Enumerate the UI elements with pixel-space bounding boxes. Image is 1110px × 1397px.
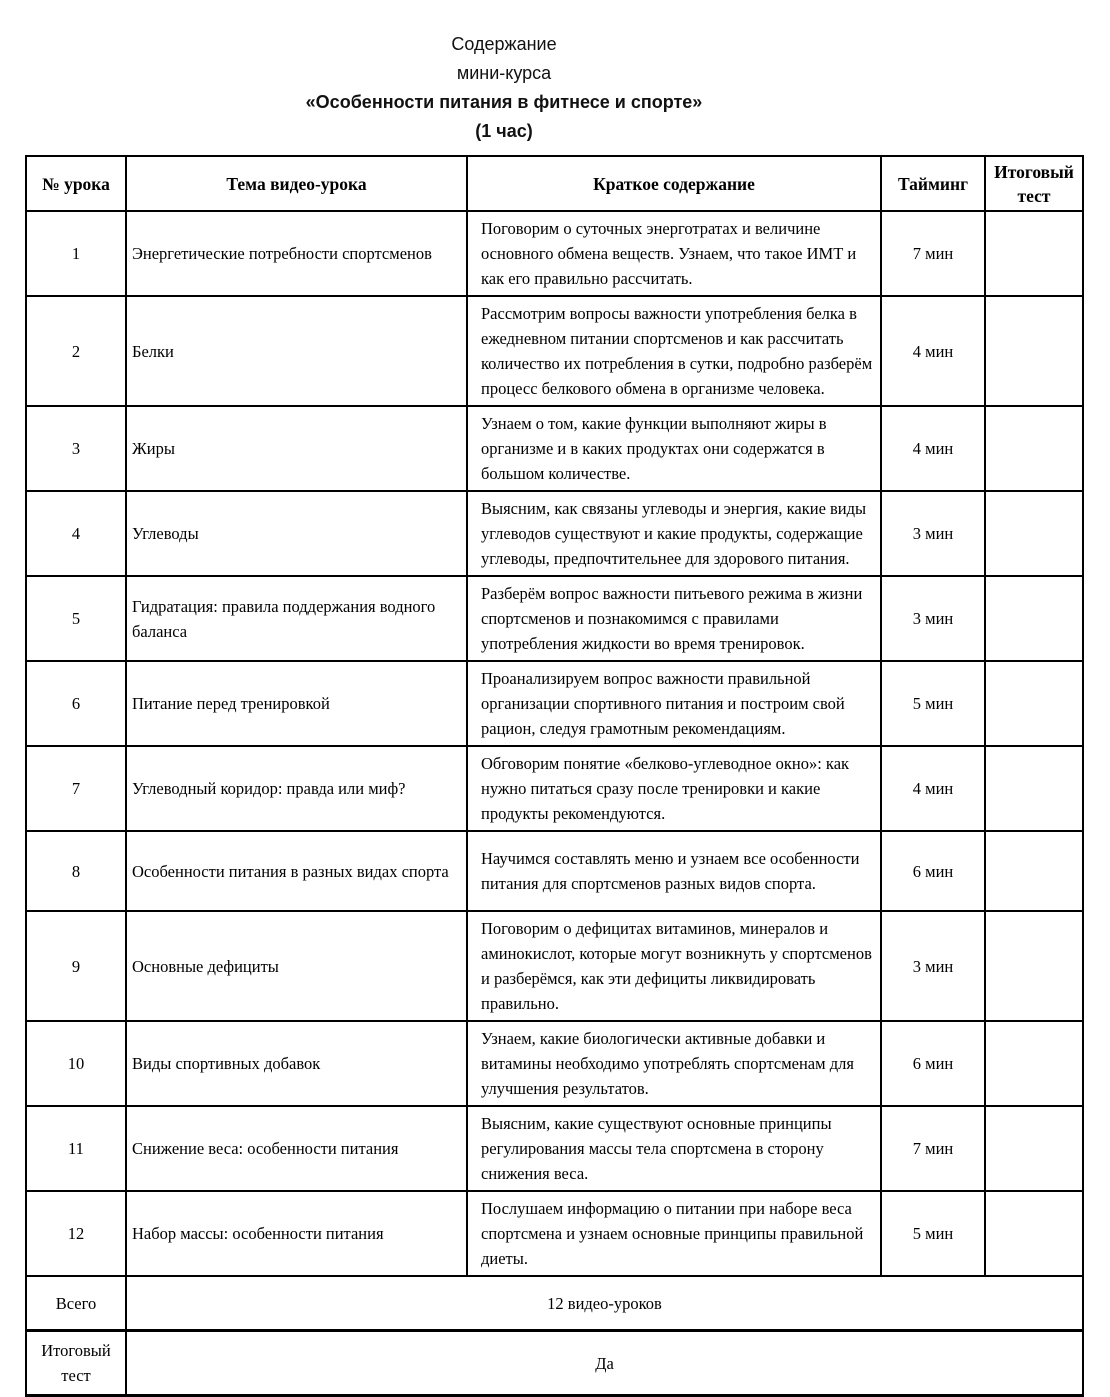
lesson-number-cell: 12 [26,1191,126,1276]
lesson-topic-cell: Жиры [126,406,467,491]
document-title [25,0,983,146]
lesson-summary-cell: Узнаем, какие биологически активные добавки и витамины необходимо употреблять спортсменам для улучшения результатов. [467,1021,881,1106]
total-label: Всего [26,1276,126,1331]
lesson-row [26,211,1083,296]
lesson-rows-body [26,211,1083,1276]
lesson-number-cell: 11 [26,1106,126,1191]
lesson-row [26,576,1083,661]
lesson-test-cell [985,1106,1083,1191]
lesson-summary-cell: Рассмотрим вопросы важности употребления белка в ежедневном питании спортсменов и как рассчитать количество их потребления в сутки, подробно разберём процесс белкового обмена в организме человека. [467,296,881,406]
title-line-minicourse: мини-курса [456,63,552,83]
lesson-row [26,406,1083,491]
lesson-timing-cell: 5 мин [881,1191,985,1276]
lesson-timing-cell: 5 мин [881,661,985,746]
lesson-test-cell [985,911,1083,1021]
lesson-row [26,1191,1083,1276]
lesson-summary-cell: Поговорим о дефицитах витаминов, минералов и аминокислот, которые могут возникнуть у спортсменов и разберёмся, как эти дефициты ликвидировать правильно. [467,911,881,1021]
lesson-test-cell [985,831,1083,911]
lesson-topic-cell: Особенности питания в разных видах спорта [126,831,467,911]
lesson-summary-cell: Поговорим о суточных энерготратах и величине основного обмена веществ. Узнаем, что такое ИМТ и как его правильно рассчитать. [467,211,881,296]
final-test-label: Итоговый тест [26,1331,126,1396]
lesson-summary-cell: Выясним, какие существуют основные принципы регулирования массы тела спортсмена в сторону снижения веса. [467,1106,881,1191]
lesson-row [26,911,1083,1021]
col-header-topic: Тема видео-урока [126,156,467,211]
lesson-summary-cell: Обговорим понятие «белково-углеводное окно»: как нужно питаться сразу после тренировки и какие продукты рекомендуются. [467,746,881,831]
lesson-summary-cell: Выясним, как связаны углеводы и энергия, какие виды углеводов существуют и какие продукты, содержащие углеводы, предпочтительнее для здорового питания. [467,491,881,576]
lesson-topic-cell: Углеводы [126,491,467,576]
col-header-summary: Краткое содержание [467,156,881,211]
header-row [26,156,1083,211]
lesson-row [26,746,1083,831]
lesson-timing-cell: 7 мин [881,211,985,296]
lesson-timing-cell: 7 мин [881,1106,985,1191]
lesson-topic-cell: Гидратация: правила поддержания водного баланса [126,576,467,661]
lesson-number-cell: 6 [26,661,126,746]
lesson-summary-cell: Узнаем о том, какие функции выполняют жиры в организме и в каких продуктах они содержатся в большом количестве. [467,406,881,491]
lesson-number-cell: 4 [26,491,126,576]
lesson-test-cell [985,576,1083,661]
lesson-number-cell: 8 [26,831,126,911]
lesson-number-cell: 2 [26,296,126,406]
final-test-row [26,1331,1083,1396]
lesson-topic-cell: Основные дефициты [126,911,467,1021]
lesson-topic-cell: Виды спортивных добавок [126,1021,467,1106]
col-header-final-test: Итоговый тест [985,156,1083,211]
lesson-topic-cell: Набор массы: особенности питания [126,1191,467,1276]
lesson-row [26,296,1083,406]
lesson-summary-cell: Проанализируем вопрос важности правильной организации спортивного питания и построим свой рацион, следуя грамотным рекомендациям. [467,661,881,746]
lesson-number-cell: 10 [26,1021,126,1106]
lesson-topic-cell: Белки [126,296,467,406]
lesson-test-cell [985,491,1083,576]
title-line-course-name: «Особенности питания в фитнесе и спорте» [305,92,703,112]
lesson-test-cell [985,661,1083,746]
lesson-row [26,1021,1083,1106]
lesson-timing-cell: 4 мин [881,296,985,406]
total-value: 12 видео-уроков [126,1276,1083,1331]
lesson-number-cell: 3 [26,406,126,491]
lesson-summary-cell: Научимся составлять меню и узнаем все особенности питания для спортсменов разных видов спорта. [467,831,881,911]
lesson-test-cell [985,406,1083,491]
lesson-number-cell: 7 [26,746,126,831]
lesson-summary-cell: Послушаем информацию о питании при наборе веса спортсмена и узнаем основные принципы правильной диеты. [467,1191,881,1276]
title-line-contents: Содержание [451,34,557,54]
lesson-topic-cell: Питание перед тренировкой [126,661,467,746]
col-header-lesson-number: № урока [26,156,126,211]
lesson-row [26,831,1083,911]
total-row [26,1276,1083,1331]
lesson-row [26,491,1083,576]
lesson-timing-cell: 4 мин [881,406,985,491]
lesson-row [26,661,1083,746]
lesson-topic-cell: Углеводный коридор: правда или миф? [126,746,467,831]
lesson-topic-cell: Снижение веса: особенности питания [126,1106,467,1191]
lesson-number-cell: 9 [26,911,126,1021]
lesson-timing-cell: 6 мин [881,831,985,911]
lesson-test-cell [985,1021,1083,1106]
lesson-test-cell [985,746,1083,831]
title-line-duration: (1 час) [475,121,533,141]
lesson-topic-cell: Энергетические потребности спортсменов [126,211,467,296]
lesson-timing-cell: 3 мин [881,911,985,1021]
lesson-test-cell [985,296,1083,406]
lesson-timing-cell: 3 мин [881,491,985,576]
lesson-test-cell [985,1191,1083,1276]
lesson-test-cell [985,211,1083,296]
lesson-timing-cell: 4 мин [881,746,985,831]
lesson-number-cell: 5 [26,576,126,661]
final-test-value: Да [126,1331,1083,1396]
lesson-timing-cell: 3 мин [881,576,985,661]
col-header-timing: Тайминг [881,156,985,211]
lesson-number-cell: 1 [26,211,126,296]
course-contents-table [25,155,1084,1397]
lesson-row [26,1106,1083,1191]
lesson-timing-cell: 6 мин [881,1021,985,1106]
lesson-summary-cell: Разберём вопрос важности питьевого режима в жизни спортсменов и познакомимся с правилами употребления жидкости во время тренировок. [467,576,881,661]
